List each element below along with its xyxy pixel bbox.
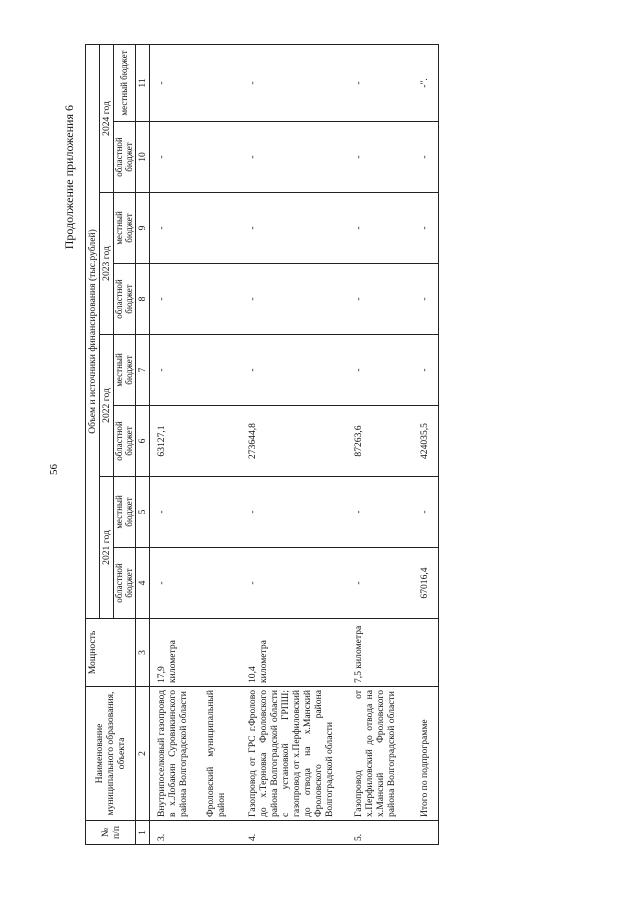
capacity-cell: 10,4 километра	[241, 619, 347, 687]
value-cell: -	[347, 477, 411, 548]
value-cell: -	[411, 122, 439, 193]
row-number: 3.	[150, 821, 202, 845]
table-row	[411, 44, 439, 844]
value-cell: -	[347, 44, 411, 121]
value-cell: -	[241, 264, 347, 335]
header-regional: областной бюджет	[114, 122, 136, 193]
value-cell: 273644,8	[241, 406, 347, 477]
row-number: 4.	[241, 821, 347, 845]
header-regional: областной бюджет	[114, 548, 136, 619]
value-cell	[201, 406, 241, 477]
value-cell: -	[411, 335, 439, 406]
header-local: местный бюджет	[114, 335, 136, 406]
capacity-cell: 7,5 километра	[347, 619, 411, 687]
value-cell: -	[241, 193, 347, 264]
value-cell: 87263,6	[347, 406, 411, 477]
header-year-2021: 2021 год	[100, 477, 114, 619]
table-row	[150, 44, 202, 844]
value-cell: -	[347, 122, 411, 193]
capacity-cell: 17,9 километра	[150, 619, 202, 687]
col-number: 5	[136, 477, 150, 548]
capacity-cell	[411, 619, 439, 687]
col-number: 10	[136, 122, 150, 193]
value-cell: -	[150, 477, 202, 548]
header-name: Наименование муниципального образования, объекта	[86, 687, 136, 821]
value-cell	[201, 335, 241, 406]
value-cell: -	[411, 193, 439, 264]
header-regional: областной бюджет	[114, 406, 136, 477]
value-cell: -	[150, 548, 202, 619]
value-cell: -	[347, 264, 411, 335]
header-capacity: Мощность	[86, 619, 136, 687]
object-name: Внутрипоселковый газопровод в х.Лобакин Суровикинского района Волгоградской области	[150, 687, 202, 821]
value-cell	[201, 548, 241, 619]
value-cell: -	[411, 264, 439, 335]
col-number: 1	[136, 821, 150, 845]
col-number: 7	[136, 335, 150, 406]
header-funding: Объем и источники финансирования (тыс.рублей)	[86, 44, 100, 618]
col-number: 6	[136, 406, 150, 477]
value-cell: -	[347, 335, 411, 406]
header-num: № п/п	[86, 821, 136, 845]
value-cell: -	[241, 477, 347, 548]
value-cell: -	[150, 264, 202, 335]
value-cell: -".	[411, 44, 439, 121]
value-cell: -	[347, 548, 411, 619]
row-number: 5.	[347, 821, 411, 845]
table-row	[241, 44, 347, 844]
value-cell: -	[241, 335, 347, 406]
value-cell: -	[241, 122, 347, 193]
value-cell: -	[150, 122, 202, 193]
header-year-2023: 2023 год	[100, 193, 114, 335]
value-cell: -	[150, 44, 202, 121]
header-year-2024: 2024 год	[100, 44, 114, 192]
value-cell: -	[150, 193, 202, 264]
header-regional: областной бюджет	[114, 264, 136, 335]
col-number: 11	[136, 44, 150, 121]
header-local: местный бюджет	[114, 477, 136, 548]
value-cell: -	[241, 44, 347, 121]
value-cell: 63127,1	[150, 406, 202, 477]
object-name: Фроловский муниципальный район	[201, 687, 241, 821]
table-row	[347, 44, 411, 844]
value-cell: -	[150, 335, 202, 406]
value-cell	[201, 193, 241, 264]
financing-table	[85, 44, 439, 845]
object-name: Газопровод от х.Перфиловский до отвода на х.Манский Фроловского района Волгоградской области	[347, 687, 411, 821]
col-number: 2	[136, 687, 150, 821]
col-number: 3	[136, 619, 150, 687]
col-number: 9	[136, 193, 150, 264]
page-number: 56	[48, 464, 60, 475]
value-cell	[201, 44, 241, 121]
value-cell: 67016,4	[411, 548, 439, 619]
appendix-continuation-title: Продолжение приложения 6	[62, 105, 76, 250]
object-name: Газопровод от ГРС г.Фролово до х.Терновка Фроловского района Волгоградской области с установкой ГРПШ; газопровод от х.Перфиловский до отвода на х.Манский Фроловского района Волгоградской области	[241, 687, 347, 821]
header-year-2022: 2022 год	[100, 335, 114, 477]
value-cell	[201, 477, 241, 548]
value-cell	[201, 264, 241, 335]
table-row	[201, 44, 241, 844]
value-cell	[201, 122, 241, 193]
col-number: 8	[136, 264, 150, 335]
col-number: 4	[136, 548, 150, 619]
capacity-cell	[201, 619, 241, 687]
row-number	[411, 821, 439, 845]
value-cell: 424035,5	[411, 406, 439, 477]
value-cell: -	[241, 548, 347, 619]
value-cell: -	[347, 193, 411, 264]
value-cell: -	[411, 477, 439, 548]
row-number	[201, 821, 241, 845]
header-local: местный бюджет	[114, 193, 136, 264]
object-name: Итого по подпрограмме	[411, 687, 439, 821]
header-local: местный бюджет	[114, 44, 136, 121]
